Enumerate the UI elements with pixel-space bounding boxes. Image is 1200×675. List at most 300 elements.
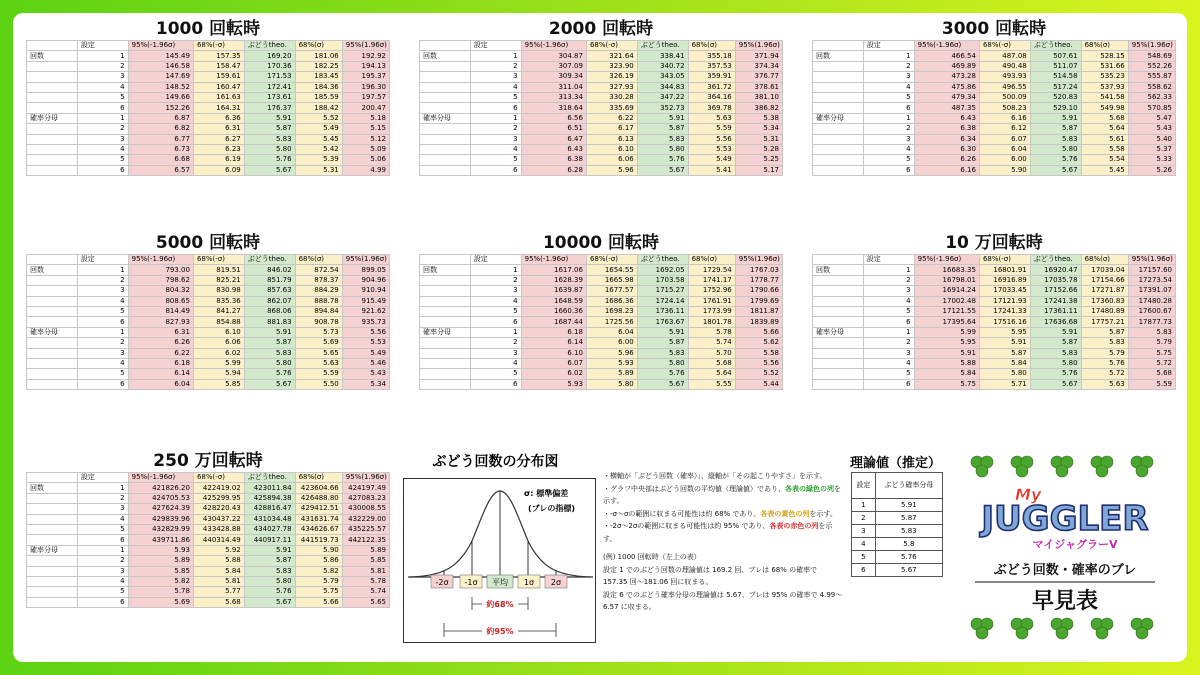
data-table bbox=[419, 254, 783, 390]
value-cell: 5.67 bbox=[244, 597, 295, 607]
table-row bbox=[27, 514, 390, 524]
value-cell: 528.15 bbox=[1081, 51, 1128, 61]
value-cell: 5.76 bbox=[244, 155, 295, 165]
column-header: 設定 bbox=[470, 41, 521, 51]
row-group-label: 確率分母 bbox=[420, 327, 471, 337]
value-cell: 5.99 bbox=[914, 327, 979, 337]
table-row bbox=[27, 51, 390, 61]
value-cell: 195.37 bbox=[342, 72, 389, 82]
value-cell: 357.53 bbox=[688, 61, 735, 71]
value-cell: 5.68 bbox=[688, 358, 735, 368]
column-header: 95%(1.96σ) bbox=[342, 255, 389, 265]
column-header: 95%(-1.96σ) bbox=[914, 41, 979, 51]
value-cell: 5.83 bbox=[244, 348, 295, 358]
value-cell: 434027.78 bbox=[244, 524, 295, 534]
value-cell: 5.87 bbox=[1030, 124, 1081, 134]
row-group-label bbox=[27, 576, 78, 586]
value-cell: 5.83 bbox=[637, 348, 688, 358]
label-mean: 平均 bbox=[492, 578, 508, 587]
value-cell: 347.22 bbox=[637, 92, 688, 102]
table-row bbox=[27, 348, 390, 358]
setting-cell: 4 bbox=[77, 82, 128, 92]
column-header: 68%(-σ) bbox=[193, 255, 244, 265]
value-cell: 172.41 bbox=[244, 82, 295, 92]
header-blank-cell bbox=[813, 41, 864, 51]
row-group-label bbox=[813, 103, 864, 113]
value-cell: 487.35 bbox=[914, 103, 979, 113]
value-cell: 5.75 bbox=[914, 379, 979, 389]
table-row bbox=[27, 144, 390, 154]
logo-kana: マイジャグラーV bbox=[1032, 538, 1118, 551]
value-cell: 148.52 bbox=[128, 82, 193, 92]
value-cell: 884.29 bbox=[295, 286, 342, 296]
value-cell: 4.99 bbox=[342, 165, 389, 175]
table-row bbox=[813, 92, 1176, 102]
yellow-column-ref: 各表の黄色の列 bbox=[760, 509, 810, 518]
setting-cell: 4 bbox=[77, 514, 128, 524]
value-cell: 490.48 bbox=[979, 61, 1030, 71]
value-cell: 17877.73 bbox=[1128, 317, 1175, 327]
theory-table bbox=[851, 472, 943, 577]
value-cell: 1767.03 bbox=[735, 265, 782, 275]
value-cell: 1778.77 bbox=[735, 275, 782, 285]
value-cell: 439711.86 bbox=[128, 535, 193, 545]
value-cell: 352.73 bbox=[637, 103, 688, 113]
value-cell: 868.06 bbox=[244, 306, 295, 316]
value-cell: 5.63 bbox=[688, 113, 735, 123]
value-cell: 381.10 bbox=[735, 92, 782, 102]
value-cell: 6.00 bbox=[586, 338, 637, 348]
value-cell: 431034.48 bbox=[244, 514, 295, 524]
value-cell: 5.68 bbox=[193, 597, 244, 607]
value-cell: 17516.16 bbox=[979, 317, 1030, 327]
row-group-label bbox=[27, 348, 78, 358]
value-cell: 6.18 bbox=[521, 327, 586, 337]
value-cell: 427624.39 bbox=[128, 504, 193, 514]
setting-cell: 3 bbox=[863, 72, 914, 82]
row-group-label bbox=[27, 535, 78, 545]
value-cell: 5.40 bbox=[1128, 134, 1175, 144]
value-cell: 835.36 bbox=[193, 296, 244, 306]
value-cell: 5.76 bbox=[637, 155, 688, 165]
setting-cell: 3 bbox=[77, 72, 128, 82]
logo-title: 早見表 bbox=[1031, 589, 1099, 614]
value-cell: 5.66 bbox=[735, 327, 782, 337]
value-cell: 6.07 bbox=[521, 358, 586, 368]
value-cell: 6.14 bbox=[128, 369, 193, 379]
setting-cell: 1 bbox=[470, 113, 521, 123]
theory-value-cell: 5.91 bbox=[875, 499, 942, 512]
value-cell: 6.14 bbox=[521, 338, 586, 348]
data-table bbox=[26, 254, 390, 390]
value-cell: 5.72 bbox=[1081, 369, 1128, 379]
value-cell: 6.16 bbox=[914, 165, 979, 175]
value-cell: 5.44 bbox=[735, 379, 782, 389]
value-cell: 6.13 bbox=[586, 134, 637, 144]
header-blank-cell bbox=[27, 473, 78, 483]
block-title: 10 万回転時 bbox=[945, 233, 1043, 253]
value-cell: 5.76 bbox=[1030, 155, 1081, 165]
column-header: 設定 bbox=[77, 255, 128, 265]
row-group-label: 確率分母 bbox=[27, 113, 78, 123]
setting-cell: 5 bbox=[77, 587, 128, 597]
column-header: ぶどうtheo. bbox=[244, 473, 295, 483]
value-cell: 5.76 bbox=[637, 369, 688, 379]
value-cell: 5.68 bbox=[1128, 369, 1175, 379]
row-group-label: 回数 bbox=[27, 51, 78, 61]
column-header: 68%(-σ) bbox=[193, 473, 244, 483]
row-group-label bbox=[27, 61, 78, 71]
table-row bbox=[27, 124, 390, 134]
table-row bbox=[813, 348, 1176, 358]
table-row bbox=[420, 369, 783, 379]
value-cell: 5.31 bbox=[735, 134, 782, 144]
value-cell: 1639.87 bbox=[521, 286, 586, 296]
value-cell: 814.49 bbox=[128, 306, 193, 316]
setting-cell: 1 bbox=[77, 545, 128, 555]
setting-cell: 3 bbox=[470, 72, 521, 82]
value-cell: 5.42 bbox=[295, 144, 342, 154]
setting-cell: 1 bbox=[470, 51, 521, 61]
value-cell: 5.87 bbox=[637, 124, 688, 134]
value-cell: 1617.06 bbox=[521, 265, 586, 275]
theory-value-cell: 5.76 bbox=[875, 551, 942, 564]
value-cell: 5.76 bbox=[244, 587, 295, 597]
value-cell: 17480.89 bbox=[1081, 306, 1128, 316]
column-header: 68%(σ) bbox=[688, 255, 735, 265]
setting-cell: 5 bbox=[470, 306, 521, 316]
table-row bbox=[813, 144, 1176, 154]
column-header: 設定 bbox=[470, 255, 521, 265]
column-header: 68%(-σ) bbox=[586, 41, 637, 51]
setting-cell: 2 bbox=[863, 338, 914, 348]
value-cell: 549.98 bbox=[1081, 103, 1128, 113]
value-cell: 5.84 bbox=[979, 358, 1030, 368]
table-row bbox=[27, 317, 390, 327]
setting-cell: 1 bbox=[77, 483, 128, 493]
value-cell: 878.37 bbox=[295, 275, 342, 285]
header-row bbox=[27, 255, 390, 265]
value-cell: 514.58 bbox=[1030, 72, 1081, 82]
value-cell: 330.28 bbox=[586, 92, 637, 102]
value-cell: 6.10 bbox=[193, 327, 244, 337]
value-cell: 5.54 bbox=[1081, 155, 1128, 165]
value-cell: 323.90 bbox=[586, 61, 637, 71]
value-cell: 5.80 bbox=[1030, 144, 1081, 154]
row-group-label bbox=[813, 348, 864, 358]
header-blank-cell bbox=[27, 255, 78, 265]
setting-cell: 4 bbox=[863, 82, 914, 92]
value-cell: 147.69 bbox=[128, 72, 193, 82]
table-row bbox=[813, 275, 1176, 285]
note-line-1: ・横軸が「ぶどう回数（確率）」、縦軸が「その起こりやすさ」を示す。 bbox=[603, 472, 827, 480]
setting-cell: 1 bbox=[863, 265, 914, 275]
theory-title: 理論値（推定） bbox=[850, 456, 942, 471]
value-cell: 5.45 bbox=[295, 134, 342, 144]
table-row bbox=[420, 113, 783, 123]
setting-cell: 5 bbox=[863, 306, 914, 316]
setting-cell: 6 bbox=[77, 103, 128, 113]
value-cell: 5.09 bbox=[342, 144, 389, 154]
value-cell: 5.91 bbox=[914, 348, 979, 358]
sigma-label: σ: 標準偏差 bbox=[524, 489, 569, 498]
row-group-label bbox=[813, 369, 864, 379]
value-cell: 5.80 bbox=[586, 379, 637, 389]
setting-cell: 6 bbox=[77, 597, 128, 607]
setting-cell: 5 bbox=[77, 306, 128, 316]
setting-cell: 6 bbox=[77, 317, 128, 327]
setting-cell: 3 bbox=[863, 348, 914, 358]
value-cell: 318.64 bbox=[521, 103, 586, 113]
value-cell: 16916.89 bbox=[979, 275, 1030, 285]
value-cell: 5.59 bbox=[1128, 379, 1175, 389]
theory-setting-cell: 5 bbox=[852, 551, 876, 564]
value-cell: 5.84 bbox=[914, 369, 979, 379]
row-group-label bbox=[420, 306, 471, 316]
value-cell: 935.73 bbox=[342, 317, 389, 327]
value-cell: 169.20 bbox=[244, 51, 295, 61]
column-header: 設定 bbox=[863, 41, 914, 51]
row-group-label bbox=[813, 72, 864, 82]
value-cell: 5.65 bbox=[342, 597, 389, 607]
value-cell: 17636.68 bbox=[1030, 317, 1081, 327]
value-cell: 5.91 bbox=[979, 338, 1030, 348]
setting-cell: 2 bbox=[863, 275, 914, 285]
row-group-label bbox=[27, 134, 78, 144]
value-cell: 344.83 bbox=[637, 82, 688, 92]
value-cell: 326.19 bbox=[586, 72, 637, 82]
value-cell: 5.86 bbox=[295, 556, 342, 566]
value-cell: 517.24 bbox=[1030, 82, 1081, 92]
value-cell: 793.00 bbox=[128, 265, 193, 275]
table-row bbox=[420, 82, 783, 92]
value-cell: 430437.22 bbox=[193, 514, 244, 524]
setting-cell: 5 bbox=[77, 92, 128, 102]
setting-cell: 3 bbox=[863, 134, 914, 144]
value-cell: 6.31 bbox=[193, 124, 244, 134]
logo-area bbox=[955, 448, 1175, 658]
data-block bbox=[26, 18, 390, 176]
table-row bbox=[27, 597, 390, 607]
block-title: 2000 回転時 bbox=[548, 19, 654, 39]
value-cell: 5.25 bbox=[735, 155, 782, 165]
value-cell: 899.05 bbox=[342, 265, 389, 275]
theory-setting-cell: 1 bbox=[852, 499, 876, 512]
setting-cell: 6 bbox=[77, 379, 128, 389]
value-cell: 6.28 bbox=[521, 165, 586, 175]
table-row bbox=[27, 379, 390, 389]
column-header: 68%(σ) bbox=[688, 41, 735, 51]
setting-cell: 2 bbox=[77, 124, 128, 134]
column-header: 設定 bbox=[863, 255, 914, 265]
value-cell: 5.85 bbox=[193, 379, 244, 389]
table-row bbox=[27, 504, 390, 514]
value-cell: 5.93 bbox=[521, 379, 586, 389]
value-cell: 531.66 bbox=[1081, 61, 1128, 71]
value-cell: 562.33 bbox=[1128, 92, 1175, 102]
row-group-label bbox=[420, 92, 471, 102]
value-cell: 5.47 bbox=[1128, 113, 1175, 123]
header-blank-cell bbox=[813, 255, 864, 265]
value-cell: 5.26 bbox=[1128, 165, 1175, 175]
table-row bbox=[27, 134, 390, 144]
value-cell: 1741.17 bbox=[688, 275, 735, 285]
value-cell: 5.37 bbox=[1128, 144, 1175, 154]
value-cell: 1660.36 bbox=[521, 306, 586, 316]
table-row bbox=[420, 265, 783, 275]
value-cell: 552.26 bbox=[1128, 61, 1175, 71]
setting-cell: 1 bbox=[77, 265, 128, 275]
value-cell: 197.57 bbox=[342, 92, 389, 102]
column-header: 設定 bbox=[77, 473, 128, 483]
table-row bbox=[420, 134, 783, 144]
value-cell: 5.56 bbox=[688, 134, 735, 144]
column-header: 95%(-1.96σ) bbox=[128, 473, 193, 483]
row-group-label: 確率分母 bbox=[420, 113, 471, 123]
column-header: ぶどうtheo. bbox=[1030, 255, 1081, 265]
value-cell: 921.62 bbox=[342, 306, 389, 316]
value-cell: 17241.33 bbox=[979, 306, 1030, 316]
header-blank-cell bbox=[27, 41, 78, 51]
value-cell: 17152.66 bbox=[1030, 286, 1081, 296]
column-header: 95%(1.96σ) bbox=[342, 41, 389, 51]
value-cell: 1729.54 bbox=[688, 265, 735, 275]
value-cell: 1692.05 bbox=[637, 265, 688, 275]
value-cell: 183.45 bbox=[295, 72, 342, 82]
value-cell: 5.56 bbox=[342, 327, 389, 337]
table-row bbox=[813, 265, 1176, 275]
setting-cell: 4 bbox=[77, 296, 128, 306]
row-group-label bbox=[27, 514, 78, 524]
table-row bbox=[420, 124, 783, 134]
table-row bbox=[27, 275, 390, 285]
table-row bbox=[813, 72, 1176, 82]
table-row bbox=[813, 124, 1176, 134]
value-cell: 804.32 bbox=[128, 286, 193, 296]
row-group-label bbox=[27, 144, 78, 154]
value-cell: 1698.23 bbox=[586, 306, 637, 316]
value-cell: 5.83 bbox=[244, 566, 295, 576]
value-cell: 5.91 bbox=[1030, 327, 1081, 337]
value-cell: 6.19 bbox=[193, 155, 244, 165]
value-cell: 5.83 bbox=[244, 134, 295, 144]
column-header: 95%(1.96σ) bbox=[342, 473, 389, 483]
value-cell: 6.00 bbox=[979, 155, 1030, 165]
value-cell: 17361.11 bbox=[1030, 306, 1081, 316]
setting-cell: 1 bbox=[470, 327, 521, 337]
value-cell: 5.53 bbox=[688, 144, 735, 154]
row-group-label: 回数 bbox=[420, 265, 471, 275]
value-cell: 888.78 bbox=[295, 296, 342, 306]
table-row bbox=[27, 358, 390, 368]
value-cell: 5.67 bbox=[1030, 379, 1081, 389]
value-cell: 1724.14 bbox=[637, 296, 688, 306]
value-cell: 17154.66 bbox=[1081, 275, 1128, 285]
header-row bbox=[813, 41, 1176, 51]
value-cell: 1687.44 bbox=[521, 317, 586, 327]
value-cell: 6.17 bbox=[586, 124, 637, 134]
row-group-label bbox=[27, 597, 78, 607]
logo-svg bbox=[955, 448, 1175, 658]
value-cell: 6.82 bbox=[128, 124, 193, 134]
column-header: 95%(1.96σ) bbox=[735, 41, 782, 51]
column-header: 68%(σ) bbox=[295, 473, 342, 483]
value-cell: 1761.91 bbox=[688, 296, 735, 306]
value-cell: 17241.38 bbox=[1030, 296, 1081, 306]
table-row bbox=[420, 51, 783, 61]
value-cell: 5.81 bbox=[342, 566, 389, 576]
table-row bbox=[813, 358, 1176, 368]
value-cell: 376.77 bbox=[735, 72, 782, 82]
value-cell: 5.63 bbox=[295, 358, 342, 368]
value-cell: 5.87 bbox=[1081, 327, 1128, 337]
value-cell: 496.55 bbox=[979, 82, 1030, 92]
table-row bbox=[813, 82, 1176, 92]
setting-cell: 1 bbox=[77, 51, 128, 61]
row-group-label bbox=[27, 124, 78, 134]
value-cell: 5.77 bbox=[193, 587, 244, 597]
setting-cell: 3 bbox=[863, 286, 914, 296]
value-cell: 157.35 bbox=[193, 51, 244, 61]
table-row bbox=[813, 327, 1176, 337]
table-row bbox=[420, 61, 783, 71]
row-group-label bbox=[813, 296, 864, 306]
value-cell: 17035.78 bbox=[1030, 275, 1081, 285]
value-cell: 5.15 bbox=[342, 124, 389, 134]
value-cell: 196.30 bbox=[342, 82, 389, 92]
block-title: 250 万回転時 bbox=[153, 451, 263, 471]
value-cell: 1665.98 bbox=[586, 275, 637, 285]
value-cell: 423011.84 bbox=[244, 483, 295, 493]
table-row bbox=[420, 155, 783, 165]
column-header: ぶどうtheo. bbox=[1030, 41, 1081, 51]
band95-label: 約95% bbox=[486, 627, 514, 636]
value-cell: 161.63 bbox=[193, 92, 244, 102]
column-header: 95%(-1.96σ) bbox=[521, 41, 586, 51]
column-header: 68%(σ) bbox=[295, 255, 342, 265]
value-cell: 881.83 bbox=[244, 317, 295, 327]
value-cell: 17360.83 bbox=[1081, 296, 1128, 306]
value-cell: 910.94 bbox=[342, 286, 389, 296]
value-cell: 570.85 bbox=[1128, 103, 1175, 113]
value-cell: 5.76 bbox=[1081, 358, 1128, 368]
value-cell: 425299.95 bbox=[193, 493, 244, 503]
value-cell: 6.51 bbox=[521, 124, 586, 134]
grape-garland-bottom bbox=[971, 618, 1153, 639]
value-cell: 5.45 bbox=[1081, 165, 1128, 175]
value-cell: 17273.54 bbox=[1128, 275, 1175, 285]
value-cell: 520.83 bbox=[1030, 92, 1081, 102]
value-cell: 558.62 bbox=[1128, 82, 1175, 92]
value-cell: 17480.28 bbox=[1128, 296, 1175, 306]
value-cell: 5.85 bbox=[128, 566, 193, 576]
table-row bbox=[813, 306, 1176, 316]
column-header: 68%(σ) bbox=[1081, 255, 1128, 265]
data-table bbox=[812, 40, 1176, 176]
value-cell: 307.09 bbox=[521, 61, 586, 71]
column-header: ぶどうtheo. bbox=[244, 41, 295, 51]
row-group-label bbox=[420, 338, 471, 348]
data-table bbox=[812, 254, 1176, 390]
distribution-title: ぶどう回数の分布図 bbox=[432, 454, 559, 470]
value-cell: 1752.96 bbox=[688, 286, 735, 296]
column-header: 95%(-1.96σ) bbox=[128, 41, 193, 51]
value-cell: 846.02 bbox=[244, 265, 295, 275]
value-cell: 6.16 bbox=[979, 113, 1030, 123]
table-row bbox=[27, 576, 390, 586]
value-cell: 5.34 bbox=[735, 124, 782, 134]
explanation-notes bbox=[603, 470, 843, 614]
